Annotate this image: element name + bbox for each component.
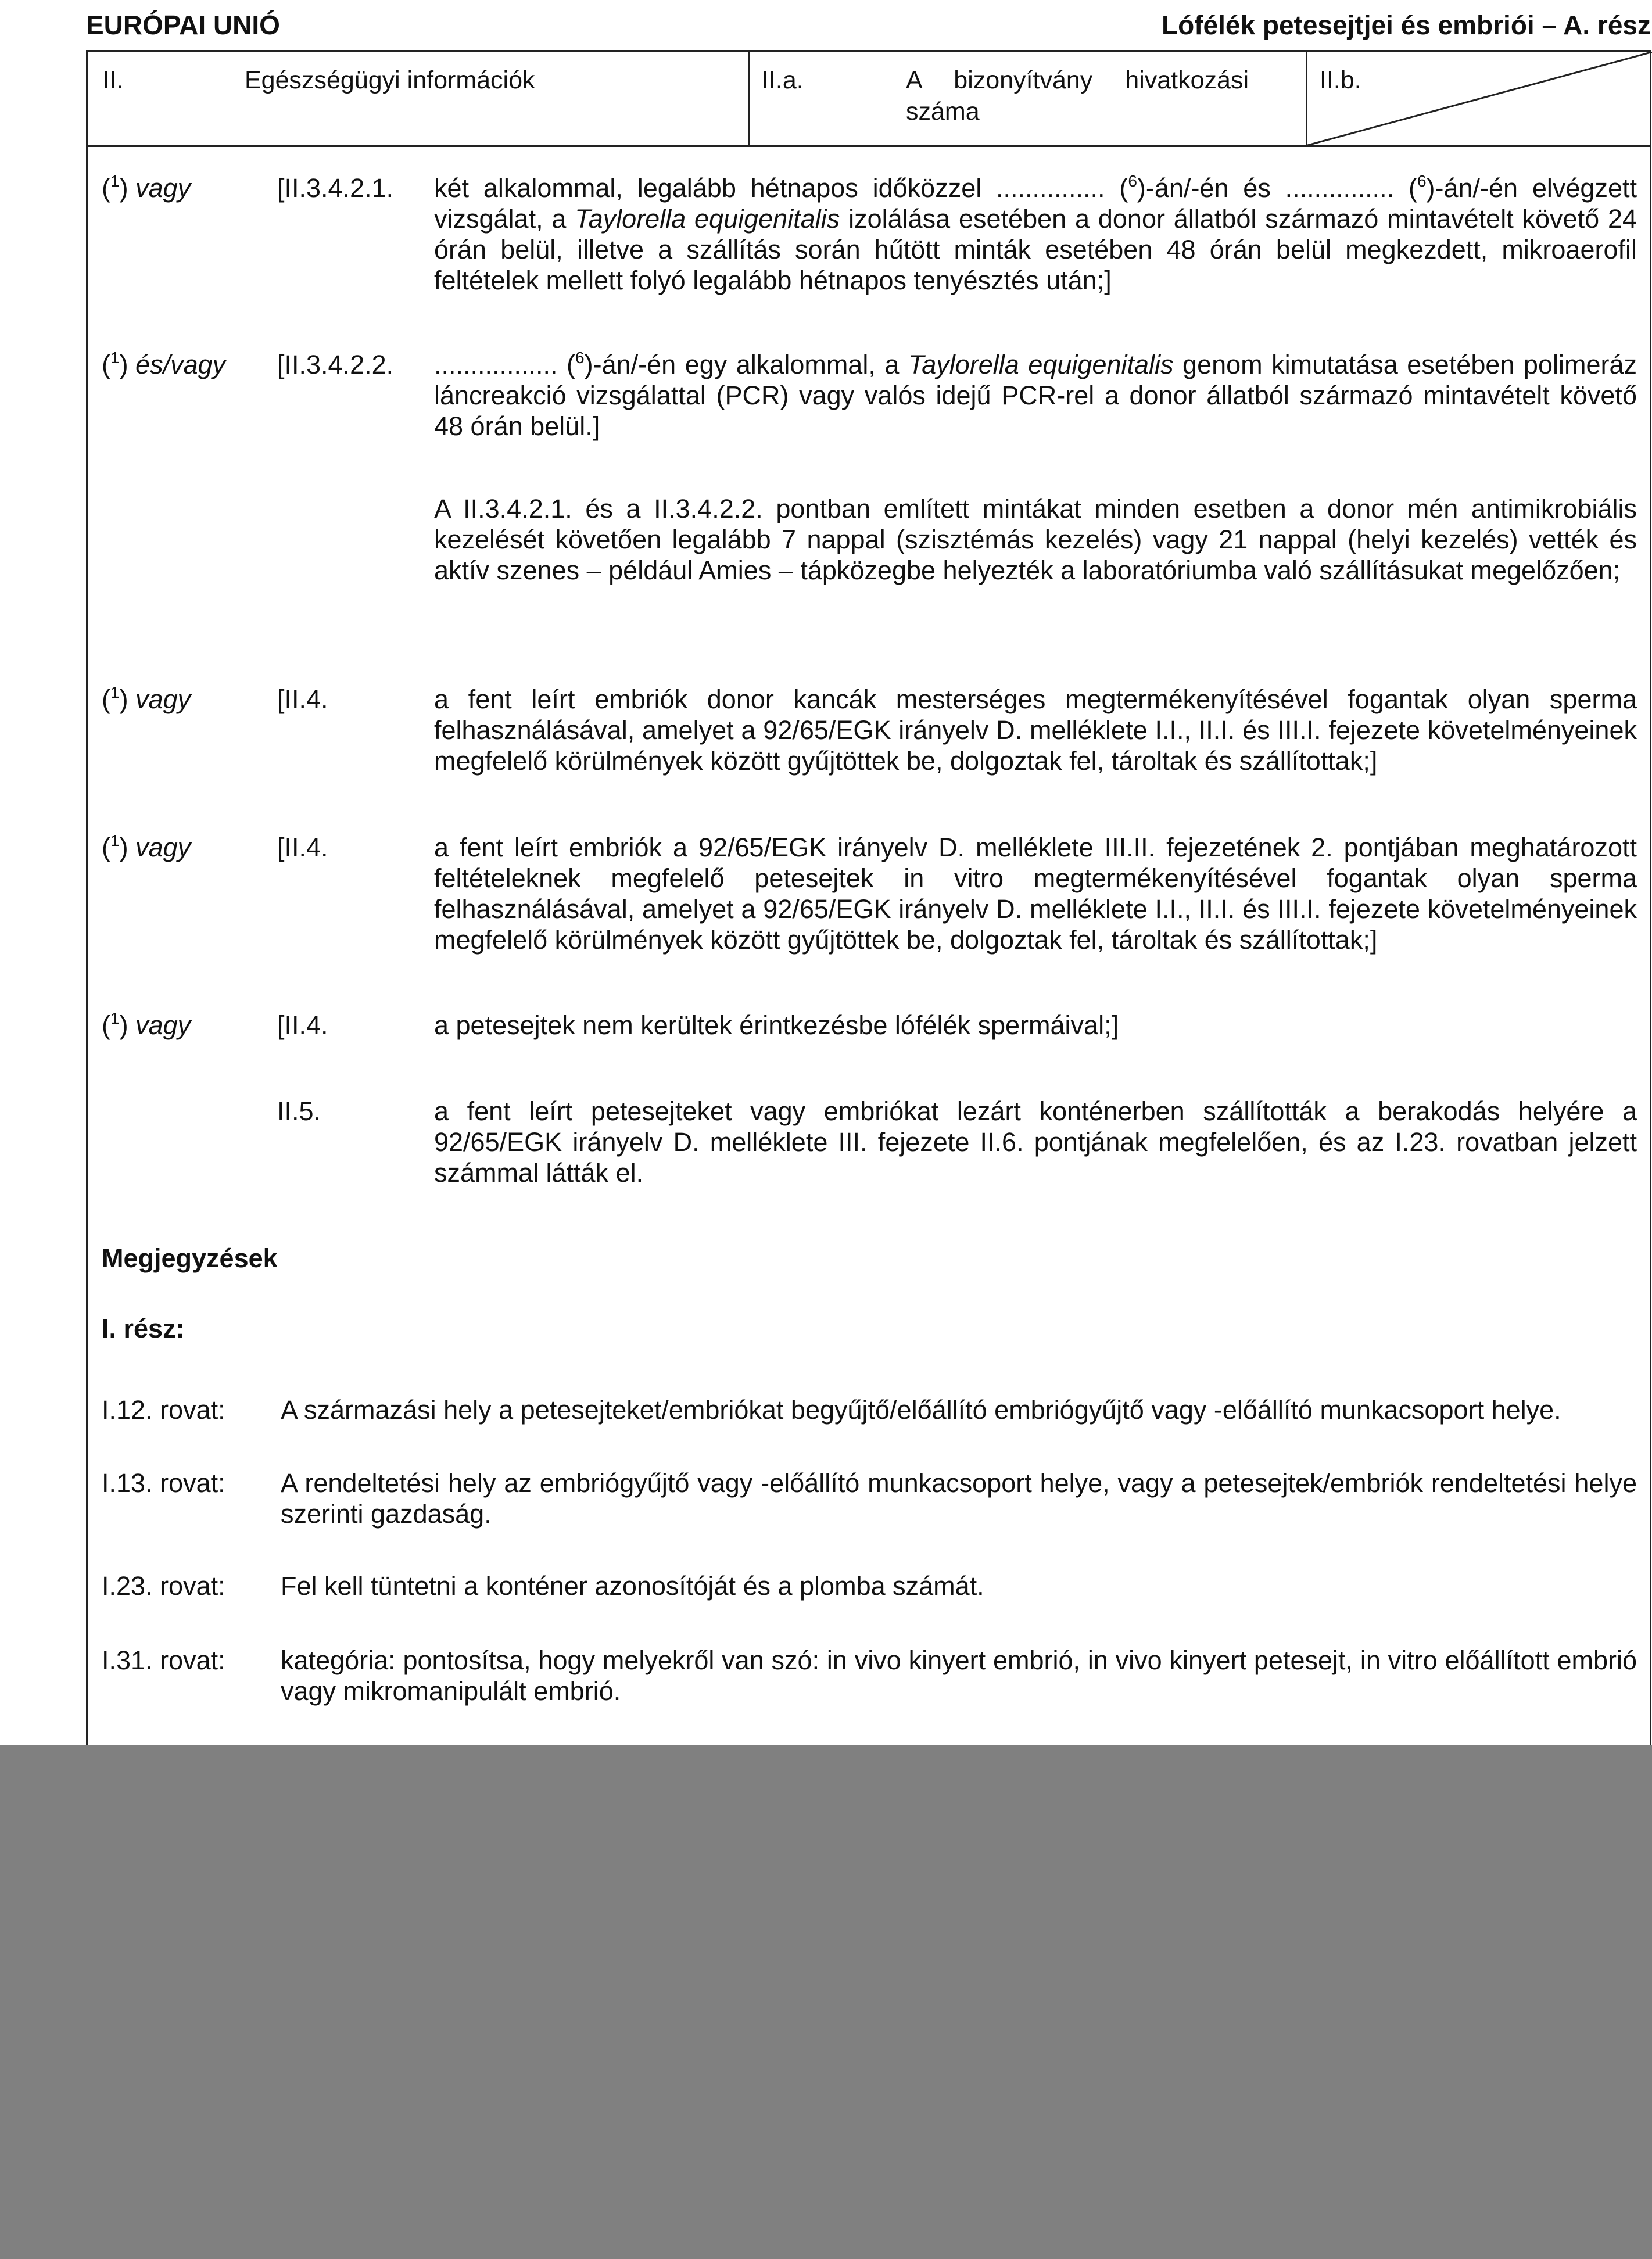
note-text: kategória: pontosítsa, hogy melyekről van szó: in vivo kinyert embrió, in vivo kinyert petesejt, in vitro előállított embrió vagy mikromanipulált embrió.: [281, 1645, 1637, 1706]
header-divider-1: [748, 52, 750, 145]
note-label: I.13. rovat:: [102, 1468, 225, 1498]
col1-title: Egészségügyi információk: [245, 66, 535, 94]
certificate-frame: II. Egészségügyi információk II.a. A bizonyítvány hivatkozási száma II.b. ($^1$) vagy [II.3.4.2.1. két alkalommal, legalább hétnapos időközzel ............... ($^6$)-án/-én és ............... ($^6$)-án/-én elvégzett vizsgálat, a Taylorella equigenitalis izolálása esetében a donor állatból származó mintavételt követő 24 órán belül, illetve a szállítás során hűtött minták esetében 48 órán belül megkezdett, mikroaerofil feltételek mellett folyó legalább hétnapos tenyésztés után;] ($^1$) és/vagy [II.3.4.2.2. ................. ($^6$)-án/-én egy alkalommal, a Taylorella equigenitalis genom kimutatása esetében polimeráz láncreakció vizsgálattal (PCR) vagy valós idejű PCR-rel a donor állatból származó mintavételt követő 48 órán belül.] A II.3.4.2.1. és a II.3.4.2.2. pontban említett mintákat minden esetben a donor mén antimikrobiális kezelését követően legalább 7 nappal (szisztémás kezelés) vagy 21 nappal (helyi kezelés) vették és aktív szenes – például Amies – tápközegbe helyezték a laboratóriumba való szállításukat megelőzően; ($^1$) vagy [II.4. a fent leírt embriók donor kancák mesterséges megtermékenyítésével fogantak olyan sperma felhasználásával, amelyet a 92/65/EGK irányelv D. melléklete I.I., II.I. és III.I. fejezete követelményeinek megfelelő körülmények között gyűjtöttek be, dolgoztak fel, tároltak és szállítottak;] ($^1$) vagy [II.4. a fent leírt embriók a 92/65/EGK irányelv D. melléklete III.II. fejezetének 2. pontjában meghatározott feltételeknek megfelelő petesejtek in vitro megtermékenyítésével fogantak olyan sperma felhasználásával, amelyet a 92/65/EGK irányelv D. melléklete I.I., II.I. és III.I. fejezete követelményeinek megfelelő körülmények között gyűjtöttek be, dolgoztak fel, tároltak és szállítottak;] ($^1$) vagy [II.4. a petesejtek nem kerültek érintkezésbe lófélék spermáival;] II.5. a fent leírt petesejteket vagy embriókat lezárt konténerben szállították a berakodás helyére a 92/65/EGK irányelv D. melléklete III. fejezete II.6. pontjának megfelelően, és az I.23. rovatban jelzett számmal látták el. Megjegyzések I. rész: I.12. rovat: A származási hely a petesejteket/embriókat begyűjtő/előállító embriógyűjtő vagy -előállító munkacsoport helye. I.13. rovat: A rendeltetési hely az embriógyűjtő vagy -előállító munkacsoport helye, vagy a petesejtek/embriók rendeltetési helye szerinti gazdaság. I.23. rovat: Fel kell tüntetni a konténer azonosítóját és a plomba számát. I.31. rovat: kategória: pontosítsa, hogy melyekről van szó: in vivo kinyert embrió, in vivo kinyert petesejt, in vitro előállított embrió vagy mikromanipulált embrió.: [86, 50, 1651, 2259]
gray-overlay: [0, 1745, 1652, 2259]
clause-text: A II.3.4.2.1. és a II.3.4.2.2. pontban említett mintákat minden esetben a donor mén antimikrobiális kezelését követően legalább 7 nappal (szisztémás kezelés) vagy 21 nappal (helyi kezelés) vették és aktív szenes – például Amies – tápközegbe helyezték a laboratóriumba való szállításukat megelőzően;: [434, 494, 1637, 585]
clause-text: két alkalommal, legalább hétnapos időközzel ............... ($^6$)-án/-én és ............... ($^6$)-án/-én elvégzett vizsgálat, a Taylorella equigenitalis izolálása esetében a donor állatból származó mintavételt követő 24 órán belül, illetve a szállítás során hűtött minták esetében 48 órán belül megkezdett, mikroaerofil feltételek mellett folyó legalább hétnapos tenyésztés után;]: [434, 172, 1637, 295]
option-marker: ($^1$) vagy: [102, 1009, 191, 1040]
note-text: A rendeltetési hely az embriógyűjtő vagy -előállító munkacsoport helye, vagy a petesejtek/embriók rendeltetési helye szerinti gazdaság.: [281, 1468, 1637, 1529]
header-right: Lófélék petesejtjei és embriói – A. rész: [1162, 10, 1651, 40]
diagonal-strike: [1307, 52, 1652, 145]
note-label: I.12. rovat:: [102, 1395, 225, 1425]
option-marker: ($^1$) vagy: [102, 831, 191, 862]
option-marker: ($^1$) vagy: [102, 172, 191, 203]
clause-text: ................. ($^6$)-án/-én egy alkalommal, a Taylorella equigenitalis genom kimutatása esetében polimeráz láncreakció vizsgálattal (PCR) vagy valós idejű PCR-rel a donor állatból származó mintavételt követő 48 órán belül.]: [434, 349, 1637, 441]
note-label: I.31. rovat:: [102, 1645, 225, 1675]
header-left: EURÓPAI UNIÓ: [86, 10, 280, 40]
clause-ref: II.5.: [277, 1096, 321, 1126]
col2-number: II.a.: [762, 66, 804, 94]
option-marker: ($^1$) és/vagy: [102, 349, 226, 379]
note-text: A származási hely a petesejteket/embriókat begyűjtő/előállító embriógyűjtő vagy -előállító munkacsoport helye.: [281, 1395, 1561, 1425]
table-header-row: [88, 52, 1650, 147]
clause-ref: [II.3.4.2.2.: [277, 350, 394, 379]
note-text: Fel kell tüntetni a konténer azonosítóját és a plomba számát.: [281, 1571, 984, 1601]
clause-ref: [II.4.: [277, 684, 328, 714]
option-marker: ($^1$) vagy: [102, 683, 191, 714]
clause-text: a fent leírt petesejteket vagy embriókat lezárt konténerben szállították a berakodás helyére a 92/65/EGK irányelv D. melléklete III. fejezete II.6. pontjának megfelelően, és az I.23. rovatban jelzett számmal látták el.: [434, 1096, 1637, 1188]
note-label: I.23. rovat:: [102, 1571, 225, 1601]
clause-ref: [II.4.: [277, 1010, 328, 1040]
clause-text: a fent leírt embriók donor kancák mesterséges megtermékenyítésével fogantak olyan sperma felhasználásával, amelyet a 92/65/EGK irányelv D. melléklete I.I., II.I. és III.I. fejezete követelményeinek megfelelő körülmények között gyűjtöttek be, dolgoztak fel, tároltak és szállítottak;]: [434, 684, 1637, 776]
clause-ref: [II.4.: [277, 833, 328, 862]
clause-text: a petesejtek nem kerültek érintkezésbe lófélék spermáival;]: [434, 1010, 1119, 1040]
clause-text: a fent leírt embriók a 92/65/EGK irányelv D. melléklete III.II. fejezetének 2. pontjában meghatározott feltételeknek megfelelő petesejtek in vitro megtermékenyítésével fogantak olyan sperma felhasználásával, amelyet a 92/65/EGK irányelv D. melléklete I.I., II.I. és III.I. fejezete követelményeinek megfelelő körülmények között gyűjtöttek be, dolgoztak fel, tároltak és szállítottak;]: [434, 833, 1637, 955]
col3-number: II.b.: [1320, 66, 1361, 94]
clause-ref: [II.3.4.2.1.: [277, 173, 394, 203]
col2-title: A bizonyítvány hivatkozási száma: [906, 66, 1249, 126]
col1-number: II.: [103, 66, 124, 94]
